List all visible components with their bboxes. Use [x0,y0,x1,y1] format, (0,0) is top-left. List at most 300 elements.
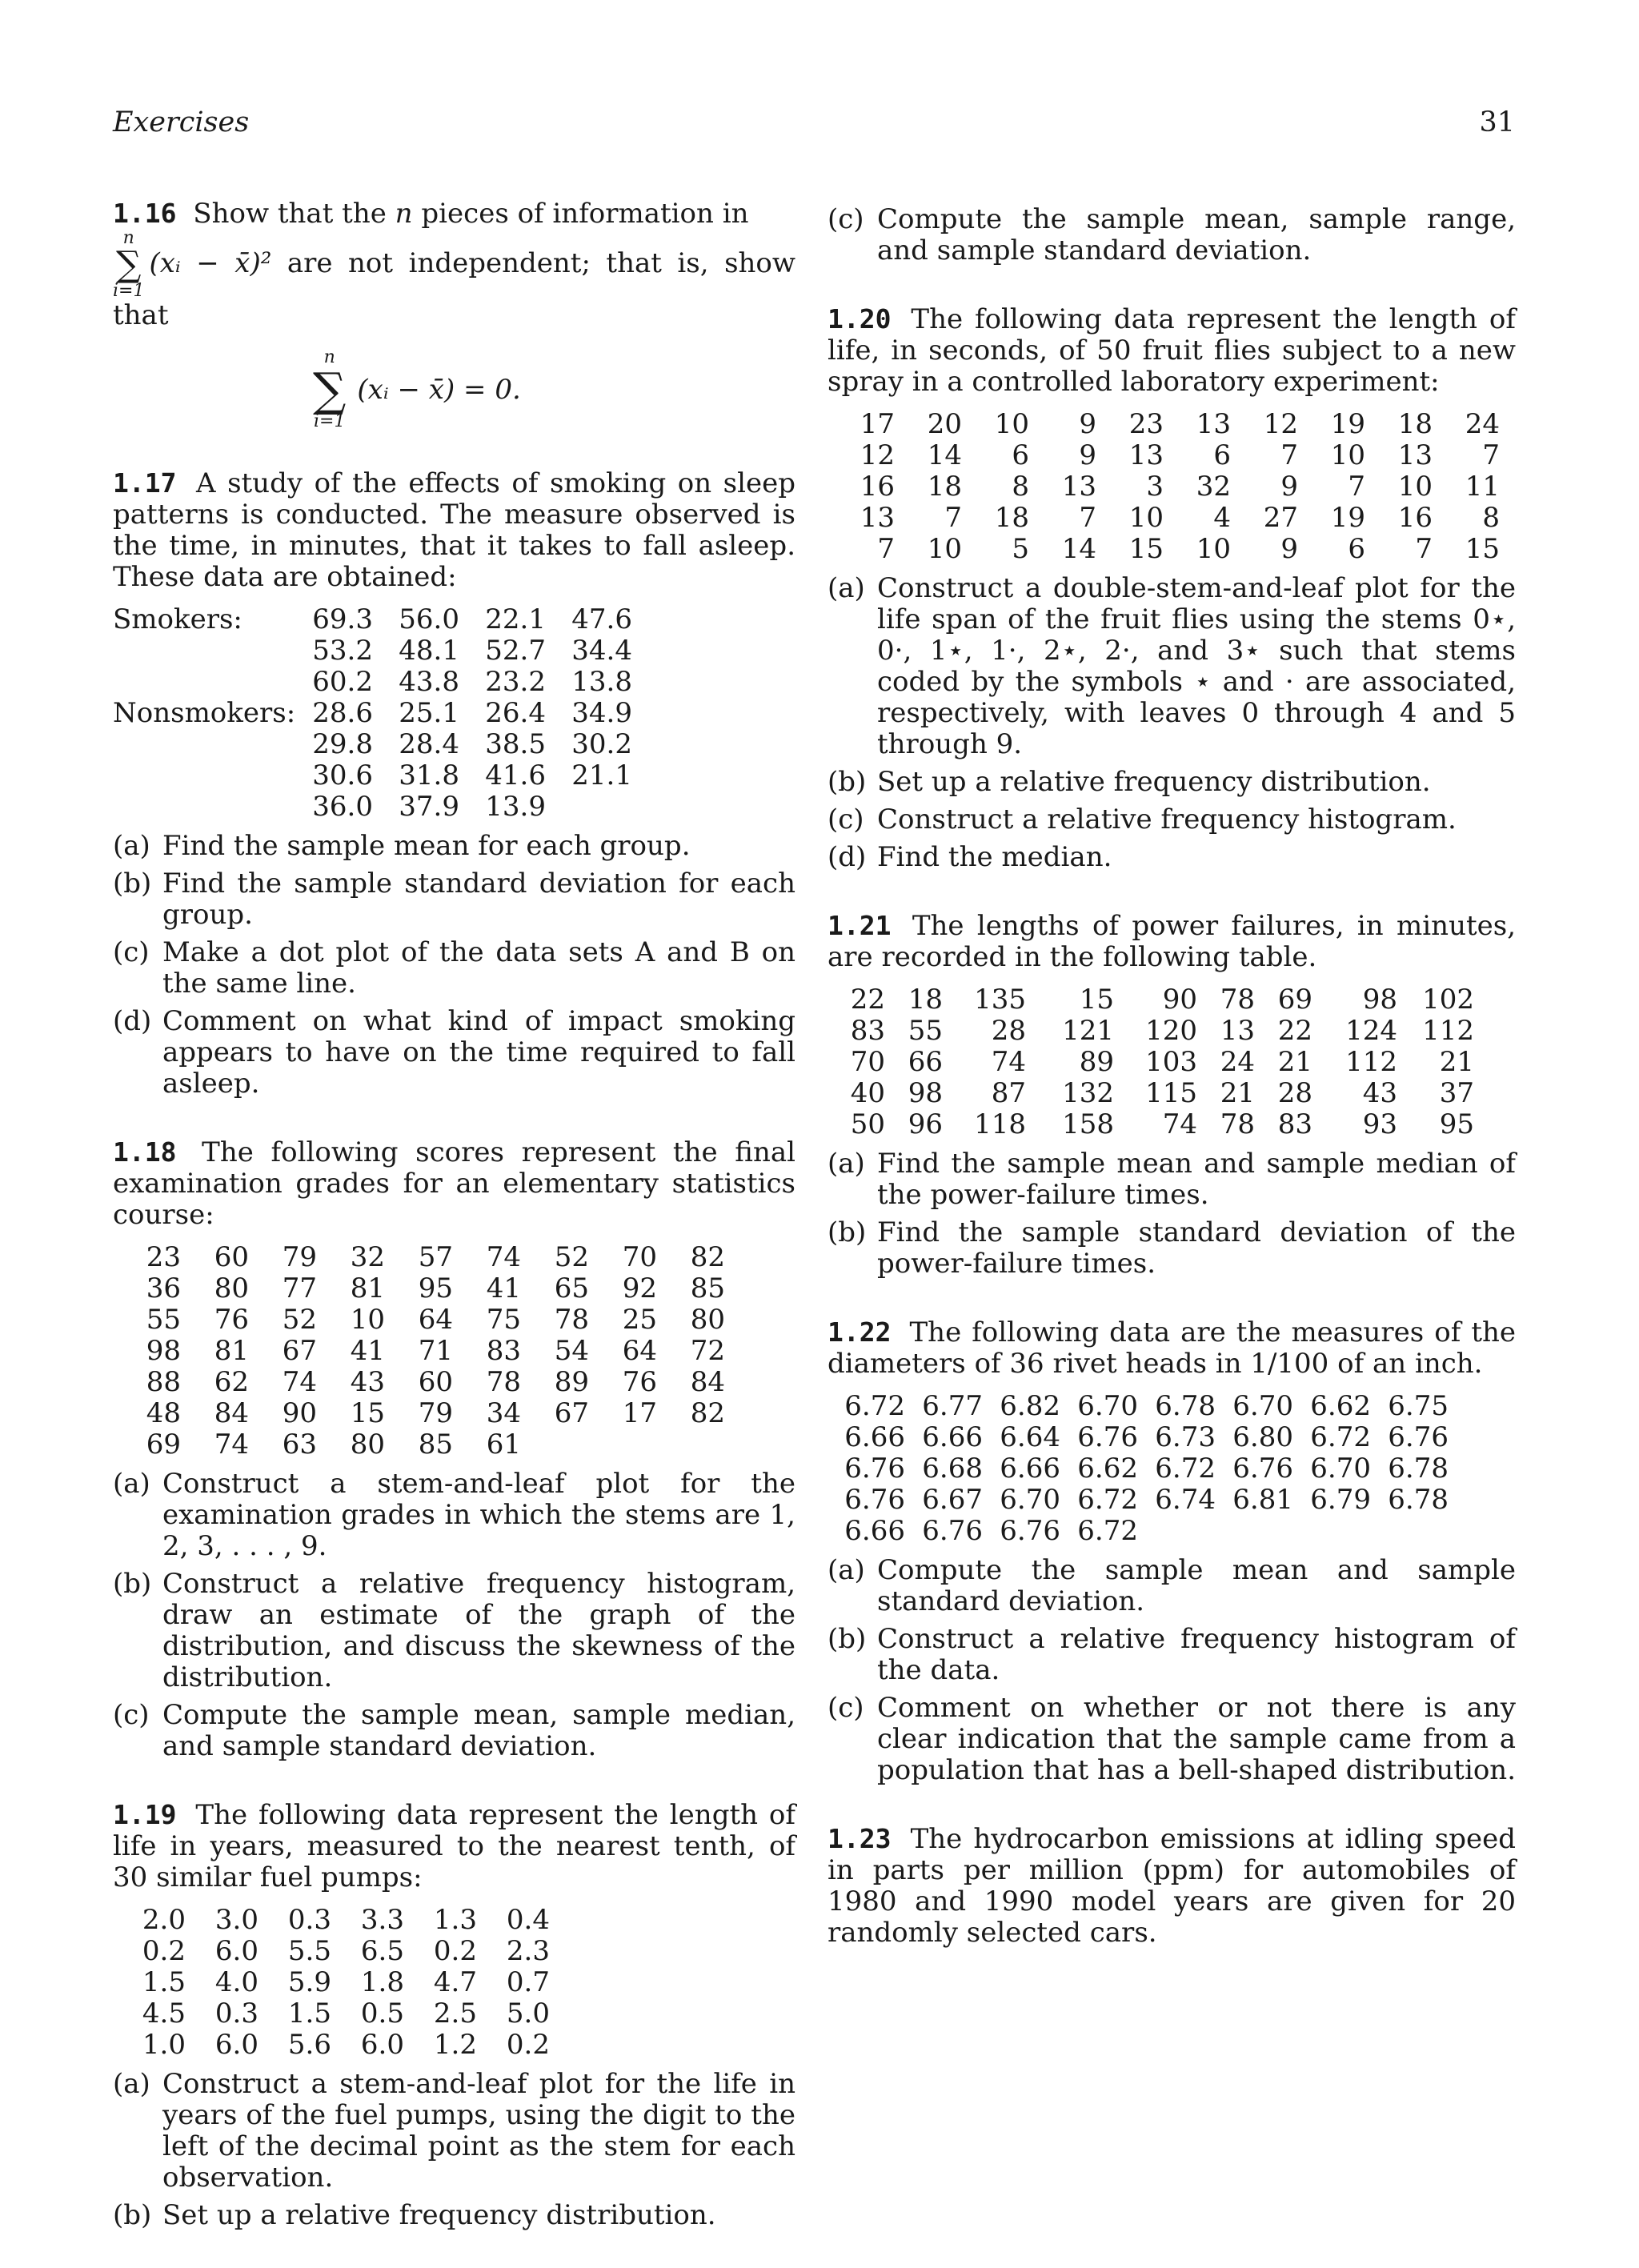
part-item [828,204,1516,266]
table-cell: 13 [1061,471,1096,503]
left-column [113,198,795,2268]
table-cell: 10 [1196,533,1231,565]
part-text: Construct a relative frequency histogram. [877,803,1457,835]
table-cell: 6.81 [1232,1484,1293,1516]
table-cell: 28 [991,1015,1026,1047]
part-text: Construct a stem-and-leaf plot for the life in years of the fuel pumps, using the digit to the left of the decimal point as the stem for each observation. [162,2068,795,2194]
table-cell: 7 [1482,439,1500,471]
exercise-text [828,303,1516,398]
table-cell: 41 [486,1272,521,1304]
table-row [828,1016,1474,1047]
table-cell: 15 [1465,533,1500,565]
table-row [113,791,632,823]
table-row [113,1336,725,1367]
table-cell: 32 [1196,471,1231,503]
table-row [113,604,632,635]
table-row [828,1516,1449,1547]
table-cell: 6.66 [844,1421,905,1453]
table-cell: 66 [908,1046,943,1078]
exercise-number: 1.20 [828,303,892,335]
table-cell: 83 [1277,1108,1312,1140]
table-cell: 8 [1012,471,1029,503]
part-text: Compute the sample mean, sample range, and sample standard deviation. [877,203,1516,266]
part-text: Compute the sample mean, sample median, and sample standard deviation. [162,1699,795,1762]
table-cell: 112 [1422,1015,1474,1047]
table-cell: 15 [1128,533,1164,565]
part-text: Find the sample standard deviation of the power-failure times. [877,1216,1516,1280]
exercise-1-20 [828,303,1516,873]
table-cell: 78 [486,1366,521,1398]
part-item [113,1569,795,1693]
table-cell: 1.5 [287,1998,331,2030]
table-cell: 18 [994,502,1029,534]
table-cell: 95 [418,1272,453,1304]
table-cell: 72 [690,1335,725,1367]
exercise-body: The lengths of power failures, in minutes, are recorded in the following table. [828,910,1517,973]
table-cell: 5 [1012,533,1029,565]
table-cell: 120 [1145,1015,1197,1047]
exercise-1-18 [113,1136,795,1762]
part-item [113,1469,795,1562]
table-row [113,635,632,667]
table-cell: 15 [350,1397,385,1429]
data-table [113,604,632,823]
table-cell: 34.4 [571,635,632,667]
group-label [113,729,309,760]
table-cell: 6.82 [1000,1390,1060,1422]
table-cell: 6.0 [214,2029,258,2061]
table-cell: 76 [622,1366,657,1398]
table-cell: 11 [1465,471,1500,503]
table-cell: 6 [1348,533,1365,565]
table-cell: 16 [860,471,895,503]
table-cell: 6.68 [922,1453,983,1485]
table-cell: 6.73 [1155,1421,1216,1453]
table-cell: 14 [1061,533,1096,565]
table-cell: 90 [1162,984,1197,1016]
table-cell: 79 [282,1241,317,1273]
part-item [113,2069,795,2194]
sum-sign: ∑ [313,363,347,417]
table-cell: 20 [927,408,962,440]
table-cell: 6.76 [1000,1515,1060,1547]
part-label: (c) [113,1699,150,1731]
table-cell: 89 [554,1366,589,1398]
part-label: (c) [828,203,864,235]
table-row [828,1453,1449,1485]
data-table [828,1391,1449,1547]
part-text: Construct a relative frequency histogram of the data. [877,1623,1516,1686]
table-cell: 13 [1196,408,1231,440]
exercise-text [828,1823,1516,1949]
exercise-text [828,910,1516,973]
table-cell: 0.4 [506,1904,550,1936]
part-text: Comment on what kind of impact smoking appears to have on the time required to fall asleep. [162,1005,795,1100]
table-cell: 7 [1280,439,1298,471]
table-cell: 121 [1062,1015,1114,1047]
exercise-text [828,1316,1516,1380]
group-label [113,791,309,823]
table-cell: 7 [1079,502,1096,534]
table-cell: 18 [927,471,962,503]
table-cell: 6.70 [1000,1484,1060,1516]
part-text: Find the median. [877,841,1112,873]
table-cell: 52 [554,1241,589,1273]
exercise-number: 1.18 [113,1136,177,1168]
table-cell: 4.7 [433,1966,477,1998]
part-text: Find the sample standard deviation for each group. [162,868,795,931]
table-cell: 67 [554,1397,589,1429]
table-cell: 6.66 [844,1515,905,1547]
table-cell: 53.2 [312,635,373,667]
part-label: (a) [113,830,150,862]
table-cell: 77 [282,1272,317,1304]
table-cell: 80 [690,1304,725,1336]
exercise-text [113,467,795,593]
data-table-body [828,1391,1449,1547]
table-cell: 38.5 [485,728,546,760]
table-cell: 34 [486,1397,521,1429]
table-cell: 40 [850,1077,885,1109]
part-text: Compute the sample mean and sample standard deviation. [877,1554,1516,1617]
exercise-number: 1.16 [113,198,177,229]
table-cell: 21 [1277,1046,1312,1078]
table-cell: 74 [486,1241,521,1273]
table-cell: 65 [554,1272,589,1304]
table-cell: 132 [1062,1077,1114,1109]
part-label: (c) [828,803,864,835]
table-cell: 6.62 [1310,1390,1371,1422]
part-text: Construct a double-stem-and-leaf plot for the life span of the fruit flies using the stems 0⋆, 0·, 1⋆, 1·, 2⋆, 2·, and 3⋆ such that stems coded by the symbols ⋆ and · are associated, respectively, with leaves 0 through 4 and 5 through 9. [877,572,1516,760]
table-cell: 81 [350,1272,385,1304]
part-text: Construct a stem-and-leaf plot for the examination grades in which the stems are 1, 2, 3, . . . , 9. [162,1468,795,1562]
table-cell: 70 [622,1241,657,1273]
table-cell [657,1429,725,1461]
table-cell: 64 [622,1335,657,1367]
table-cell: 93 [1362,1108,1397,1140]
table-cell: 27 [1263,502,1298,534]
table-cell: 60 [214,1241,249,1273]
table-cell: 2.0 [142,1904,186,1936]
table-cell: 6.72 [1310,1421,1371,1453]
table-row [113,1242,725,1273]
table-row [828,1391,1449,1422]
table-cell: 18 [908,984,943,1016]
table-cell: 5.6 [287,2029,331,2061]
table-cell: 103 [1145,1046,1197,1078]
table-cell: 24 [1465,408,1500,440]
table-cell: 84 [214,1397,249,1429]
table-cell: 5.9 [287,1966,331,1998]
part-item [113,831,795,862]
table-cell: 98 [908,1077,943,1109]
table-cell: 6.76 [844,1453,905,1485]
table-cell: 0.5 [360,1998,404,2030]
table-cell: 21 [1220,1077,1255,1109]
part-text: Set up a relative frequency distribution. [877,766,1431,798]
table-cell: 6.76 [1232,1453,1293,1485]
part-text: Set up a relative frequency distribution. [162,2199,716,2231]
part-item [828,1693,1516,1786]
part-item [828,1624,1516,1686]
parts-list [828,204,1516,266]
part-label: (a) [828,572,865,604]
data-table [113,1242,725,1461]
table-row [828,1047,1474,1078]
table-cell: 0.2 [506,2029,550,2061]
table-cell: 9 [1079,439,1096,471]
exercise-number: 1.21 [828,910,892,941]
table-cell: 10 [1397,471,1433,503]
table-cell: 74 [991,1046,1026,1078]
table-cell: 98 [146,1335,181,1367]
table-row [828,1422,1449,1453]
table-cell: 10 [994,408,1029,440]
display-equation [313,349,795,431]
table-cell: 6.64 [1000,1421,1060,1453]
exercise-text [113,1799,795,1893]
table-cell: 6.72 [1077,1484,1138,1516]
table-cell: 74 [1162,1108,1197,1140]
table-cell: 69 [1277,984,1312,1016]
table-cell: 48 [146,1397,181,1429]
exercise-number: 1.22 [828,1316,892,1348]
table-cell: 0.2 [433,1935,477,1967]
part-label: (a) [828,1554,865,1586]
part-item [828,842,1516,873]
table-row [113,1398,725,1429]
parts-list [828,1555,1516,1786]
table-cell: 1.3 [433,1904,477,1936]
summation-display [313,349,346,431]
table-cell: 0.7 [506,1966,550,1998]
part-item [828,767,1516,798]
exercise-body: The following data represent the length of life, in seconds, of 50 fruit flies subject to a new spray in a controlled laboratory experiment: [828,303,1516,398]
table-cell: 6.80 [1232,1421,1293,1453]
table-cell: 13.9 [485,791,546,823]
data-table [828,984,1474,1140]
exercise-1-21 [828,910,1516,1280]
table-cell: 37 [1439,1077,1474,1109]
table-row [828,1485,1449,1516]
table-cell: 75 [486,1304,521,1336]
table-cell: 41.6 [485,759,546,791]
table-cell: 6.5 [360,1935,404,1967]
table-cell [1371,1516,1449,1547]
table-cell: 7 [944,502,962,534]
table-cell [1293,1516,1371,1547]
table-cell: 5.5 [287,1935,331,1967]
part-label: (b) [828,766,867,798]
table-cell: 6.78 [1155,1390,1216,1422]
table-cell: 158 [1062,1108,1114,1140]
table-row [113,1905,550,1936]
group-label [113,667,309,698]
table-cell: 78 [1220,984,1255,1016]
table-cell: 52.7 [485,635,546,667]
table-cell: 9 [1280,533,1298,565]
exercise-text-part: are not independent; that is, show that [113,247,795,331]
table-cell: 6.78 [1388,1453,1449,1485]
sum-sign: ∑ [116,244,142,285]
table-row [113,1998,550,2030]
table-cell: 0.3 [214,1998,258,2030]
table-cell: 9 [1079,408,1096,440]
table-cell: 36.0 [312,791,373,823]
table-cell: 78 [554,1304,589,1336]
table-cell: 21.1 [571,759,632,791]
running-header: Exercises [113,106,250,138]
table-cell: 6.70 [1232,1390,1293,1422]
table-cell: 71 [418,1335,453,1367]
table-cell: 25 [622,1304,657,1336]
table-cell: 6.76 [1077,1421,1138,1453]
summation-inline [113,230,144,300]
part-item [828,1217,1516,1280]
table-cell: 74 [214,1429,249,1461]
table-cell: 4 [1213,502,1231,534]
table-cell: 62 [214,1366,249,1398]
part-label: (b) [828,1216,867,1248]
table-cell: 32 [350,1241,385,1273]
table-cell: 96 [908,1108,943,1140]
table-cell: 6.78 [1388,1484,1449,1516]
table-cell: 36 [146,1272,181,1304]
table-cell: 7 [877,533,895,565]
table-cell: 115 [1145,1077,1197,1109]
table-cell: 82 [690,1241,725,1273]
table-cell: 7 [1348,471,1365,503]
table-cell: 6.70 [1077,1390,1138,1422]
table-cell: 6.0 [214,1935,258,1967]
table-cell: 6.76 [844,1484,905,1516]
group-label: Smokers: [113,603,242,635]
table-cell: 28.6 [312,697,373,729]
group-label [113,760,309,791]
part-label: (d) [113,1005,152,1037]
part-label: (b) [113,1568,152,1600]
table-cell: 102 [1422,984,1474,1016]
part-item [113,1700,795,1762]
table-cell [1138,1516,1216,1547]
table-cell: 85 [418,1429,453,1461]
part-item [828,804,1516,835]
table-row [828,534,1500,565]
table-cell: 3.0 [214,1904,258,1936]
table-cell: 23 [146,1241,181,1273]
table-cell: 79 [418,1397,453,1429]
table-cell: 1.8 [360,1966,404,1998]
table-cell: 29.8 [312,728,373,760]
table-cell: 6.74 [1155,1484,1216,1516]
table-cell [521,1429,589,1461]
table-cell: 124 [1345,1015,1397,1047]
parts-list [828,1148,1516,1280]
sum-upper-limit: n [122,228,134,248]
table-cell: 82 [690,1397,725,1429]
table-cell: 95 [1439,1108,1474,1140]
table-cell: 60.2 [312,666,373,698]
group-label [113,635,309,667]
table-cell: 6.75 [1388,1390,1449,1422]
table-cell: 48.1 [399,635,459,667]
table-row [828,440,1500,471]
page-header [113,107,1515,142]
table-cell: 34.9 [571,697,632,729]
table-cell: 63 [282,1429,317,1461]
table-row [828,1109,1474,1140]
exercise-body: A study of the effects of smoking on sleep patterns is conducted. The measure observed is the time, in minutes, that it takes to fall asleep. These data are obtained: [113,467,795,593]
table-row [113,1936,550,1967]
table-cell: 43 [1362,1077,1397,1109]
part-text: Find the sample mean and sample median of the power-failure times. [877,1148,1516,1211]
table-row [828,984,1474,1016]
table-cell: 12 [860,439,895,471]
part-item [113,868,795,931]
table-cell: 74 [282,1366,317,1398]
table-row [828,503,1500,534]
table-cell: 13 [860,502,895,534]
parts-list [113,2069,795,2231]
table-row [113,667,632,698]
table-cell: 55 [908,1015,943,1047]
exercise-number: 1.23 [828,1823,892,1854]
table-row [113,1273,725,1304]
table-cell: 6.72 [1155,1453,1216,1485]
sum-lower-limit: i=1 [113,281,145,301]
table-cell: 6.79 [1310,1484,1371,1516]
table-cell: 23 [1128,408,1164,440]
table-cell: 18 [1397,408,1433,440]
table-row [113,760,632,791]
table-cell: 30.2 [571,728,632,760]
table-cell: 60 [418,1366,453,1398]
table-cell [1216,1516,1293,1547]
table-cell: 21 [1439,1046,1474,1078]
table-cell: 12 [1263,408,1298,440]
table-cell: 112 [1345,1046,1397,1078]
table-cell: 98 [1362,984,1397,1016]
table-cell: 76 [214,1304,249,1336]
table-cell: 2.3 [506,1935,550,1967]
table-cell: 69.3 [312,603,373,635]
exercise-1-16 [113,198,795,431]
table-cell: 17 [622,1397,657,1429]
table-cell: 0.2 [142,1935,186,1967]
table-cell: 43.8 [399,666,459,698]
table-cell: 52 [282,1304,317,1336]
table-cell: 85 [690,1272,725,1304]
table-cell: 31.8 [399,759,459,791]
table-cell [546,791,632,823]
table-cell: 3 [1146,471,1164,503]
table-cell: 81 [214,1335,249,1367]
table-cell: 6.77 [922,1390,983,1422]
data-table-body [113,1905,550,2061]
table-cell: 28 [1277,1077,1312,1109]
exercise-1-19-continued [828,204,1516,266]
table-cell: 15 [1079,984,1114,1016]
table-cell: 87 [991,1077,1026,1109]
table-cell: 84 [690,1366,725,1398]
table-cell: 0.3 [287,1904,331,1936]
table-row [828,471,1500,503]
table-cell: 50 [850,1108,885,1140]
math-variable: n [395,198,413,230]
table-cell: 6 [1213,439,1231,471]
exercise-body: The hydrocarbon emissions at idling speed in parts per million (ppm) for automobiles of 1980 and 1990 model years are given for 20 randomly selected cars. [828,1823,1516,1949]
table-row [113,698,632,729]
